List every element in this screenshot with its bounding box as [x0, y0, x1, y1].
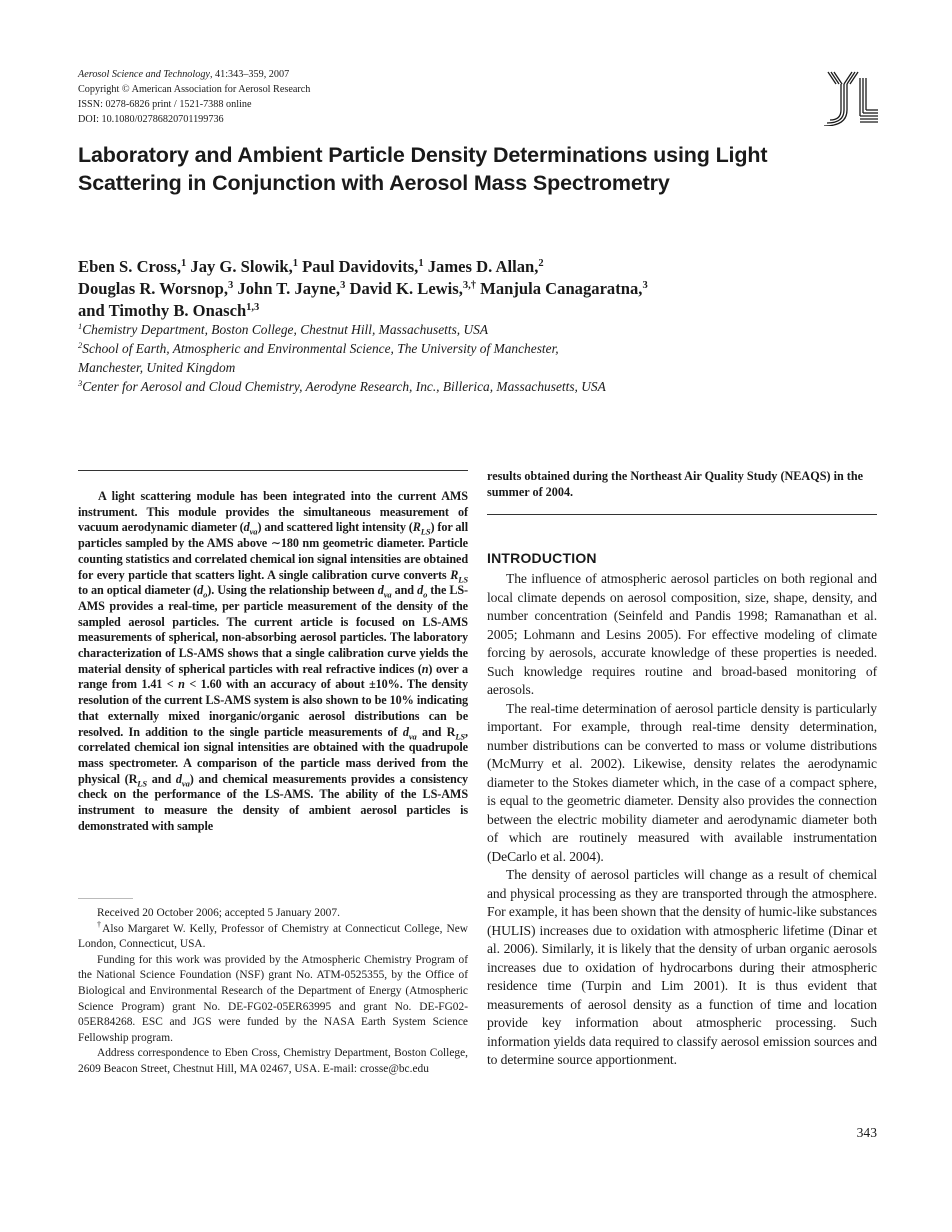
- author-affil-sup: 1: [180, 258, 187, 269]
- affiliation-text: Center for Aerosol and Cloud Chemistry, Aerodyne Research, Inc., Billerica, Massachusetts, USA: [82, 379, 606, 394]
- author-line-1: [78, 256, 898, 278]
- footnote-address: Address correspondence to Eben Cross, Chemistry Department, Boston College, 2609 Beacon Street, Chestnut Hill, MA 02467, USA. E-mail: crosse@bc.edu: [78, 1047, 468, 1075]
- abstract-top-rule: [78, 470, 468, 471]
- author-conjunction: and: [78, 301, 105, 320]
- author-affil-sup: 1,3: [246, 302, 260, 313]
- introduction-paragraph: The real-time determination of aerosol particle density is particularly important. For example, through real-time density determination, number distributions can be converted to mass or volume distributions (McMurry et al. 2002). Likewise, density relates the aerodynamic diameter to the Stokes diameter which, in the case of a compact sphere, is equal to the geometric diameter. Density also provides the connection between the electric mobility diameter and aerodynamic diameter both of which are routinely measured with available instrumentation (DeCarlo et al. 2004).: [487, 700, 877, 864]
- author-name: Manjula Canagaratna,: [480, 279, 643, 298]
- introduction-paragraph: The density of aerosol particles will change as a result of chemical and physical processing as they are transported through the atmosphere. For example, it has been shown that the density of humic-like substances (HULIS) increases due to oxidation with atmospheric lifetime (Dinar et al. 2006). Similarly, it is likely that the density of urban organic aerosols increases due to oxidation of hydrocarbons during their atmospheric residence time (Turpin and Lim 2001). It is thus evident that measurements of aerosol density as a function of time and location provide key information about atmospheric processing. Such information yields data required to classify aerosol emission sources and to determine source apportionment.: [487, 867, 877, 1067]
- footnote-received: Received 20 October 2006; accepted 5 January 2007.: [97, 907, 340, 919]
- author-name: Paul Davidovits,: [302, 257, 419, 276]
- article-title: Laboratory and Ambient Particle Density Determinations using Light Scattering in Conjunction with Aerosol Mass Spectrometry: [78, 143, 768, 195]
- affiliation-text: Chemistry Department, Boston College, Chestnut Hill, Massachusetts, USA: [82, 322, 489, 337]
- author-name: Douglas R. Worsnop,: [78, 279, 228, 298]
- author-affil-sup: 3: [642, 280, 648, 291]
- footnotes: [78, 906, 468, 1078]
- abstract: A light scattering module has been integrated into the current AMS instrument. This module provides the simultaneous measurement of vacuum aerodynamic diameter $(d_{va})$ and scattered light intensity $(R_{LS})$ for all particles sampled by the AMS above ∼180 nm geometric diameter. Particle counting statistics and correlated chemical ion signal intensities are obtained for every particle that scatters light. A single calibration curve converts $R_{LS}$ to an optical diameter $(d_o)$. Using the relationship between $d_{va}$ and $d_o$ the LS-AMS provides a real-time, per particle measurement of the density of the sampled aerosol particles. The current article is focused on LS-AMS measurements of spherical, non-absorbing aerosol particles. The laboratory characterization of LS-AMS shows that a single calibration curve yields the material density of spherical particles with real refractive indices (n) over a range from 1.41 < n < 1.60 with an accuracy of about ±10%. The density resolution of the current LS-AMS system is also shown to be 10% indicating that externally mixed inorganic/organic aerosol distributions can be resolved. In addition to the single particle measurements of $d_{va}$ and $R_{LS}$, correlated chemical ion signal intensities are obtained with the quadrupole mass spectrometer. A comparison of the particle mass derived from the physical ($R_{LS}$ and $d_{va}$) and chemical measurements provides a consistency check on the performance of the LS-AMS. The ability of the LS-AMS instrument to measure the density of ambient aerosol particles is demonstrated with sample: [78, 489, 469, 833]
- abstract-bottom-rule: [487, 514, 877, 515]
- author-affil-sup: 2: [538, 258, 544, 269]
- author-name: James D. Allan,: [427, 257, 539, 276]
- tf-publisher-logo-icon: [822, 70, 880, 126]
- journal-copyright: Copyright © American Association for Aerosol Research: [78, 84, 311, 95]
- author-affil-sup: 3: [228, 280, 234, 291]
- author-line-2: [78, 278, 898, 300]
- author-name: Timothy B. Onasch: [108, 301, 247, 320]
- author-affil-sup: 1: [292, 258, 298, 269]
- author-list: [78, 256, 898, 322]
- affiliation: [78, 377, 898, 396]
- author-name: David K. Lewis,: [349, 279, 463, 298]
- author-affil-sup: 3,†: [462, 280, 477, 291]
- affiliation: [78, 320, 898, 339]
- journal-name: Aerosol Science and Technology: [78, 69, 210, 80]
- affiliation: [78, 358, 898, 377]
- journal-volume-pages: , 41:343–359, 2007: [209, 69, 290, 80]
- affiliation-sup: 3: [78, 378, 83, 388]
- introduction-body: [487, 570, 877, 1070]
- page-number: 343: [856, 1125, 877, 1140]
- affiliation-text: Manchester, United Kingdom: [78, 360, 236, 375]
- introduction-heading: INTRODUCTION: [487, 550, 597, 566]
- journal-issn: ISSN: 0278-6826 print / 1521-7388 online: [78, 99, 252, 110]
- footnote-funding: Funding for this work was provided by the Atmospheric Chemistry Program of the National Science Foundation (NSF) grant No. ATM-0525355, by the Office of Biological and Environmental Research of the Department of Energy (Atmospheric Science Program) grant No. DE-FG02-05ER63995 and grant No. DE-FG02-05ER84268. ESC and JGS were funded by the NASA Earth System Science Fellowship program.: [78, 953, 468, 1044]
- author-affil-sup: 3: [340, 280, 346, 291]
- affiliation-sup: 2: [78, 340, 83, 350]
- journal-citation-line: [78, 67, 638, 82]
- author-line-3: [78, 300, 898, 322]
- introduction-paragraph: The influence of atmospheric aerosol particles on both regional and local climate depends on aerosol composition, size, shape, density, and number concentration (Seinfeld and Pandis 1998; Ramanathan et al. 2005; Lohmann and Lesins 2005). For effective modeling of climate forcing by aerosols, accurate knowledge of these properties is needed. Such knowledge requires routine and broad-based monitoring of aerosols.: [487, 571, 877, 697]
- author-name: Jay G. Slowik,: [190, 257, 293, 276]
- author-name: John T. Jayne,: [237, 279, 341, 298]
- journal-header: [78, 67, 638, 127]
- author-name: Eben S. Cross,: [78, 257, 181, 276]
- affiliations: [78, 320, 898, 396]
- footnote-also: †Also Margaret W. Kelly, Professor of Chemistry at Connecticut College, New London, Connecticut, USA.: [78, 919, 468, 951]
- abstract-continuation: results obtained during the Northeast Air Quality Study (NEAQS) in the summer of 2004.: [487, 469, 864, 499]
- affiliation-sup: 1: [78, 321, 83, 331]
- author-affil-sup: 1: [418, 258, 424, 269]
- footnote-rule: [78, 898, 133, 899]
- affiliation-text: School of Earth, Atmospheric and Environmental Science, The University of Manchester,: [82, 341, 559, 356]
- journal-doi: DOI: 10.1080/02786820701199736: [78, 114, 224, 125]
- affiliation: [78, 339, 898, 358]
